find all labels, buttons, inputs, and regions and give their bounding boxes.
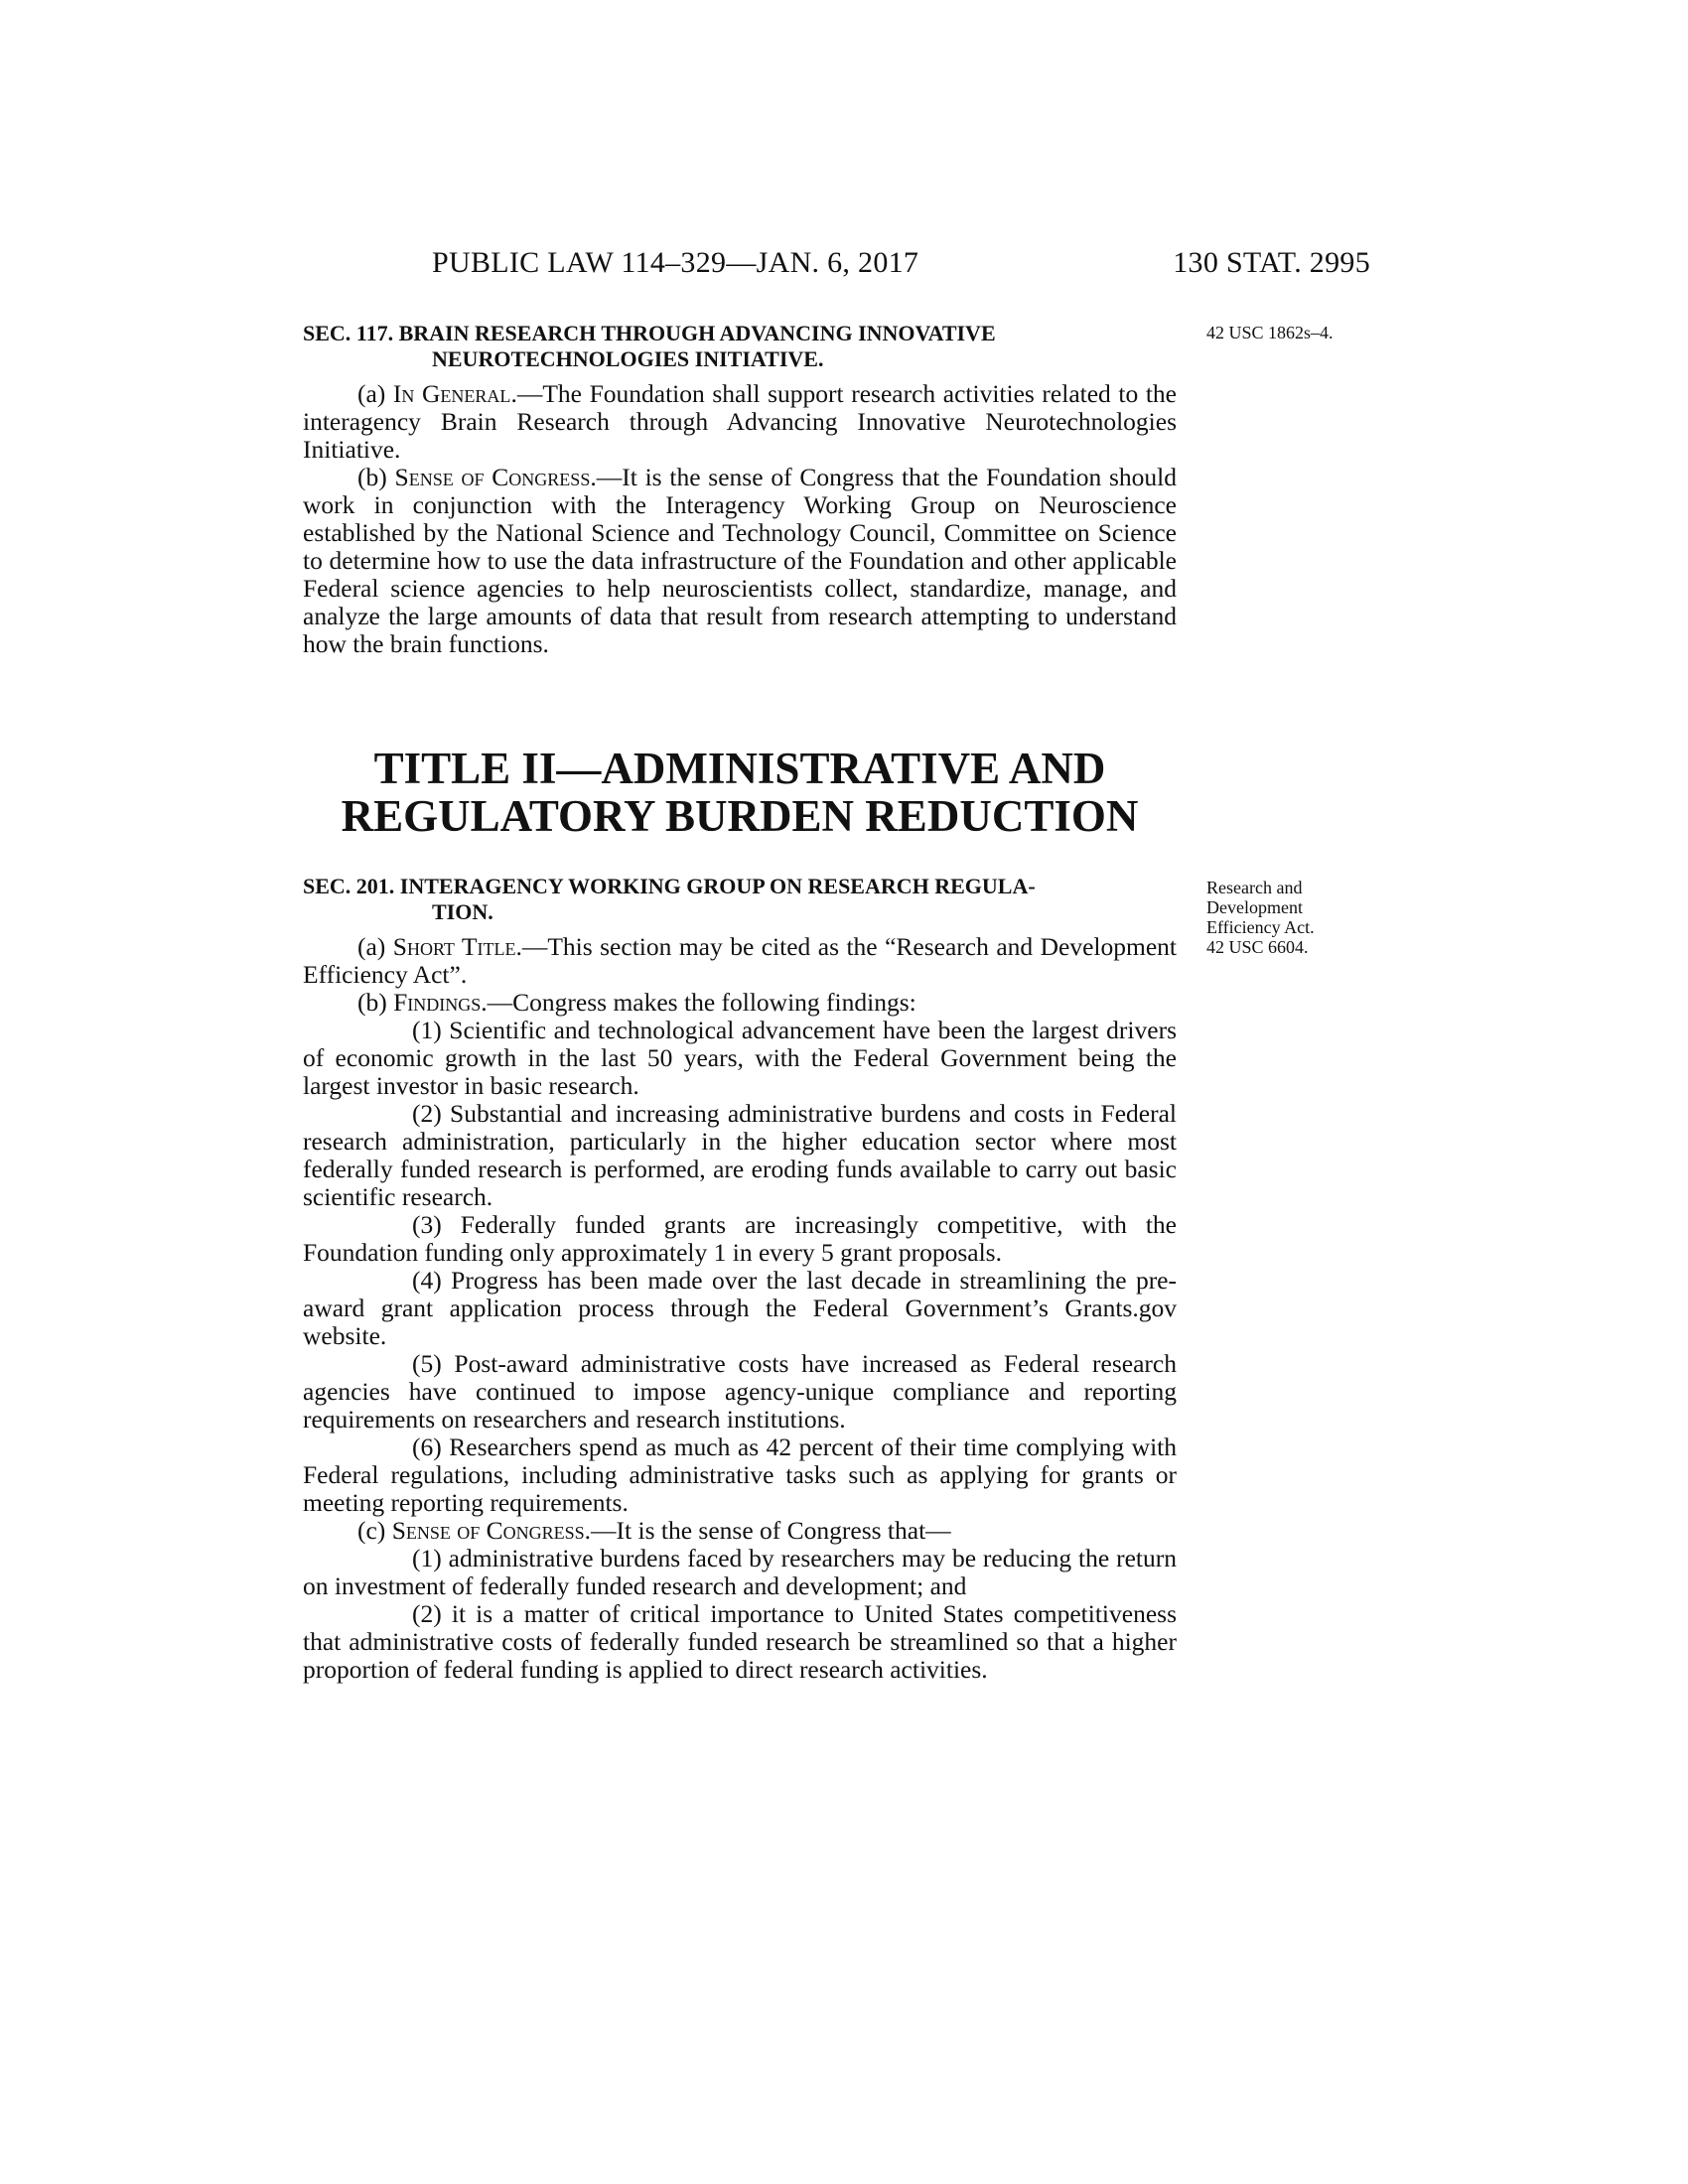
subsection-caption: Short Title — [392, 932, 516, 961]
public-law-title: PUBLIC LAW 114–329—JAN. 6, 2017 — [432, 246, 919, 279]
statute-page-number: 130 STAT. 2995 — [1173, 246, 1370, 279]
subsection-a — [303, 933, 1177, 989]
finding-paragraph: (5) Post-award administrative costs have increased as Federal research agencies have continued to impose agency-unique compliance and reporting requirements on researchers and research institutions. — [303, 1349, 1177, 1433]
subsection-a — [303, 380, 1177, 464]
section-heading-line1: SEC. 117. BRAIN RESEARCH THROUGH ADVANCING INNOVATIVE — [303, 321, 996, 345]
margin-note-line: Development — [1206, 897, 1303, 917]
section-heading-line1: SEC. 201. INTERAGENCY WORKING GROUP ON RESEARCH REGULA- — [303, 874, 1036, 898]
running-header — [298, 246, 1370, 286]
margin-note-line: Research and — [1206, 878, 1303, 897]
subsection-label: (a) — [357, 379, 393, 408]
section-heading-line2: NEUROTECHNOLOGIES INITIATIVE. — [432, 346, 824, 371]
subsection-label: (c) — [357, 1516, 392, 1545]
subsection-b — [303, 464, 1177, 658]
section-201 — [303, 874, 1177, 1684]
finding-paragraph: (6) Researchers spend as much as 42 percent of their time complying with Federal regulations, including administrative tasks such as applying for grants or meeting reporting requirements. — [303, 1433, 1177, 1517]
margin-citation: 42 USC 1862s–4. — [1206, 323, 1334, 342]
finding-paragraph: (1) Scientific and technological advancement have been the largest drivers of economic growth in the last 50 years, with the Federal Government being the largest investor in basic research. — [303, 1016, 1177, 1100]
subsection-b — [303, 989, 1177, 1017]
title-line2: REGULATORY BURDEN REDUCTION — [341, 791, 1139, 841]
finding-paragraph: (2) Substantial and increasing administrative burdens and costs in Federal research administration, particularly in the higher education sector where most federally funded research is performed, are eroding funds available to carry out basic scientific research. — [303, 1099, 1177, 1211]
title-heading — [303, 745, 1177, 840]
section-heading-line2: TION. — [432, 899, 493, 924]
subsection-caption: Findings — [393, 988, 482, 1017]
finding-paragraph: (4) Progress has been made over the last decade in streamlining the pre-award grant application process through the Federal Government’s Grants.gov website. — [303, 1266, 1177, 1350]
subsection-text: .—The Foundation shall support research activities related to the interagency Brain Research through Advancing Innovative Neurotechnologies Initiative. — [303, 379, 1177, 464]
subsection-label: (b) — [357, 988, 394, 1017]
finding-paragraph: (3) Federally funded grants are increasingly competitive, with the Foundation funding only approximately 1 in every 5 grant proposals. — [303, 1210, 1177, 1267]
subsection-caption: Sense of Congress — [391, 1516, 585, 1545]
section-heading — [303, 874, 1177, 925]
sense-paragraph: (2) it is a matter of critical importance to United States competitiveness that administrative costs of federally funded research be streamlined so that a higher proportion of federal funding is applied to direct research activities. — [303, 1599, 1177, 1684]
subsection-text: .—This section may be cited as the “Research and Development Efficiency Act”. — [303, 932, 1177, 989]
subsection-caption: Sense of Congress — [394, 463, 591, 491]
subsection-label: (a) — [357, 932, 393, 961]
margin-note-rd-efficiency-act — [1206, 878, 1375, 957]
subsection-c — [303, 1517, 1177, 1545]
title-line1: TITLE II—ADMINISTRATIVE AND — [373, 744, 1106, 793]
margin-note-line: Efficiency Act. — [1206, 917, 1315, 937]
margin-note-usc-1862s-4 — [1206, 323, 1375, 342]
subsection-text: .—Congress makes the following findings: — [481, 988, 916, 1017]
subsection-label: (b) — [357, 463, 395, 491]
section-heading — [303, 321, 1177, 372]
subsection-text: .—It is the sense of Congress that the Foundation should work in conjunction with the Interagency Working Group on Neuroscience established by the National Science and Technology Council, Committee on Science to determine how to use the data infrastructure of the Foundation and other applicable Federal science agencies to help neuroscientists collect, standardize, manage, and analyze the large amounts of data that result from research attempting to understand how the brain functions. — [303, 463, 1177, 658]
subsection-caption: In General — [392, 379, 511, 408]
subsection-text: .—It is the sense of Congress that— — [584, 1516, 951, 1545]
sense-paragraph: (1) administrative burdens faced by researchers may be reducing the return on investment of federally funded research and development; and — [303, 1544, 1177, 1600]
margin-note-line: 42 USC 6604. — [1206, 937, 1309, 957]
section-117 — [303, 321, 1177, 658]
